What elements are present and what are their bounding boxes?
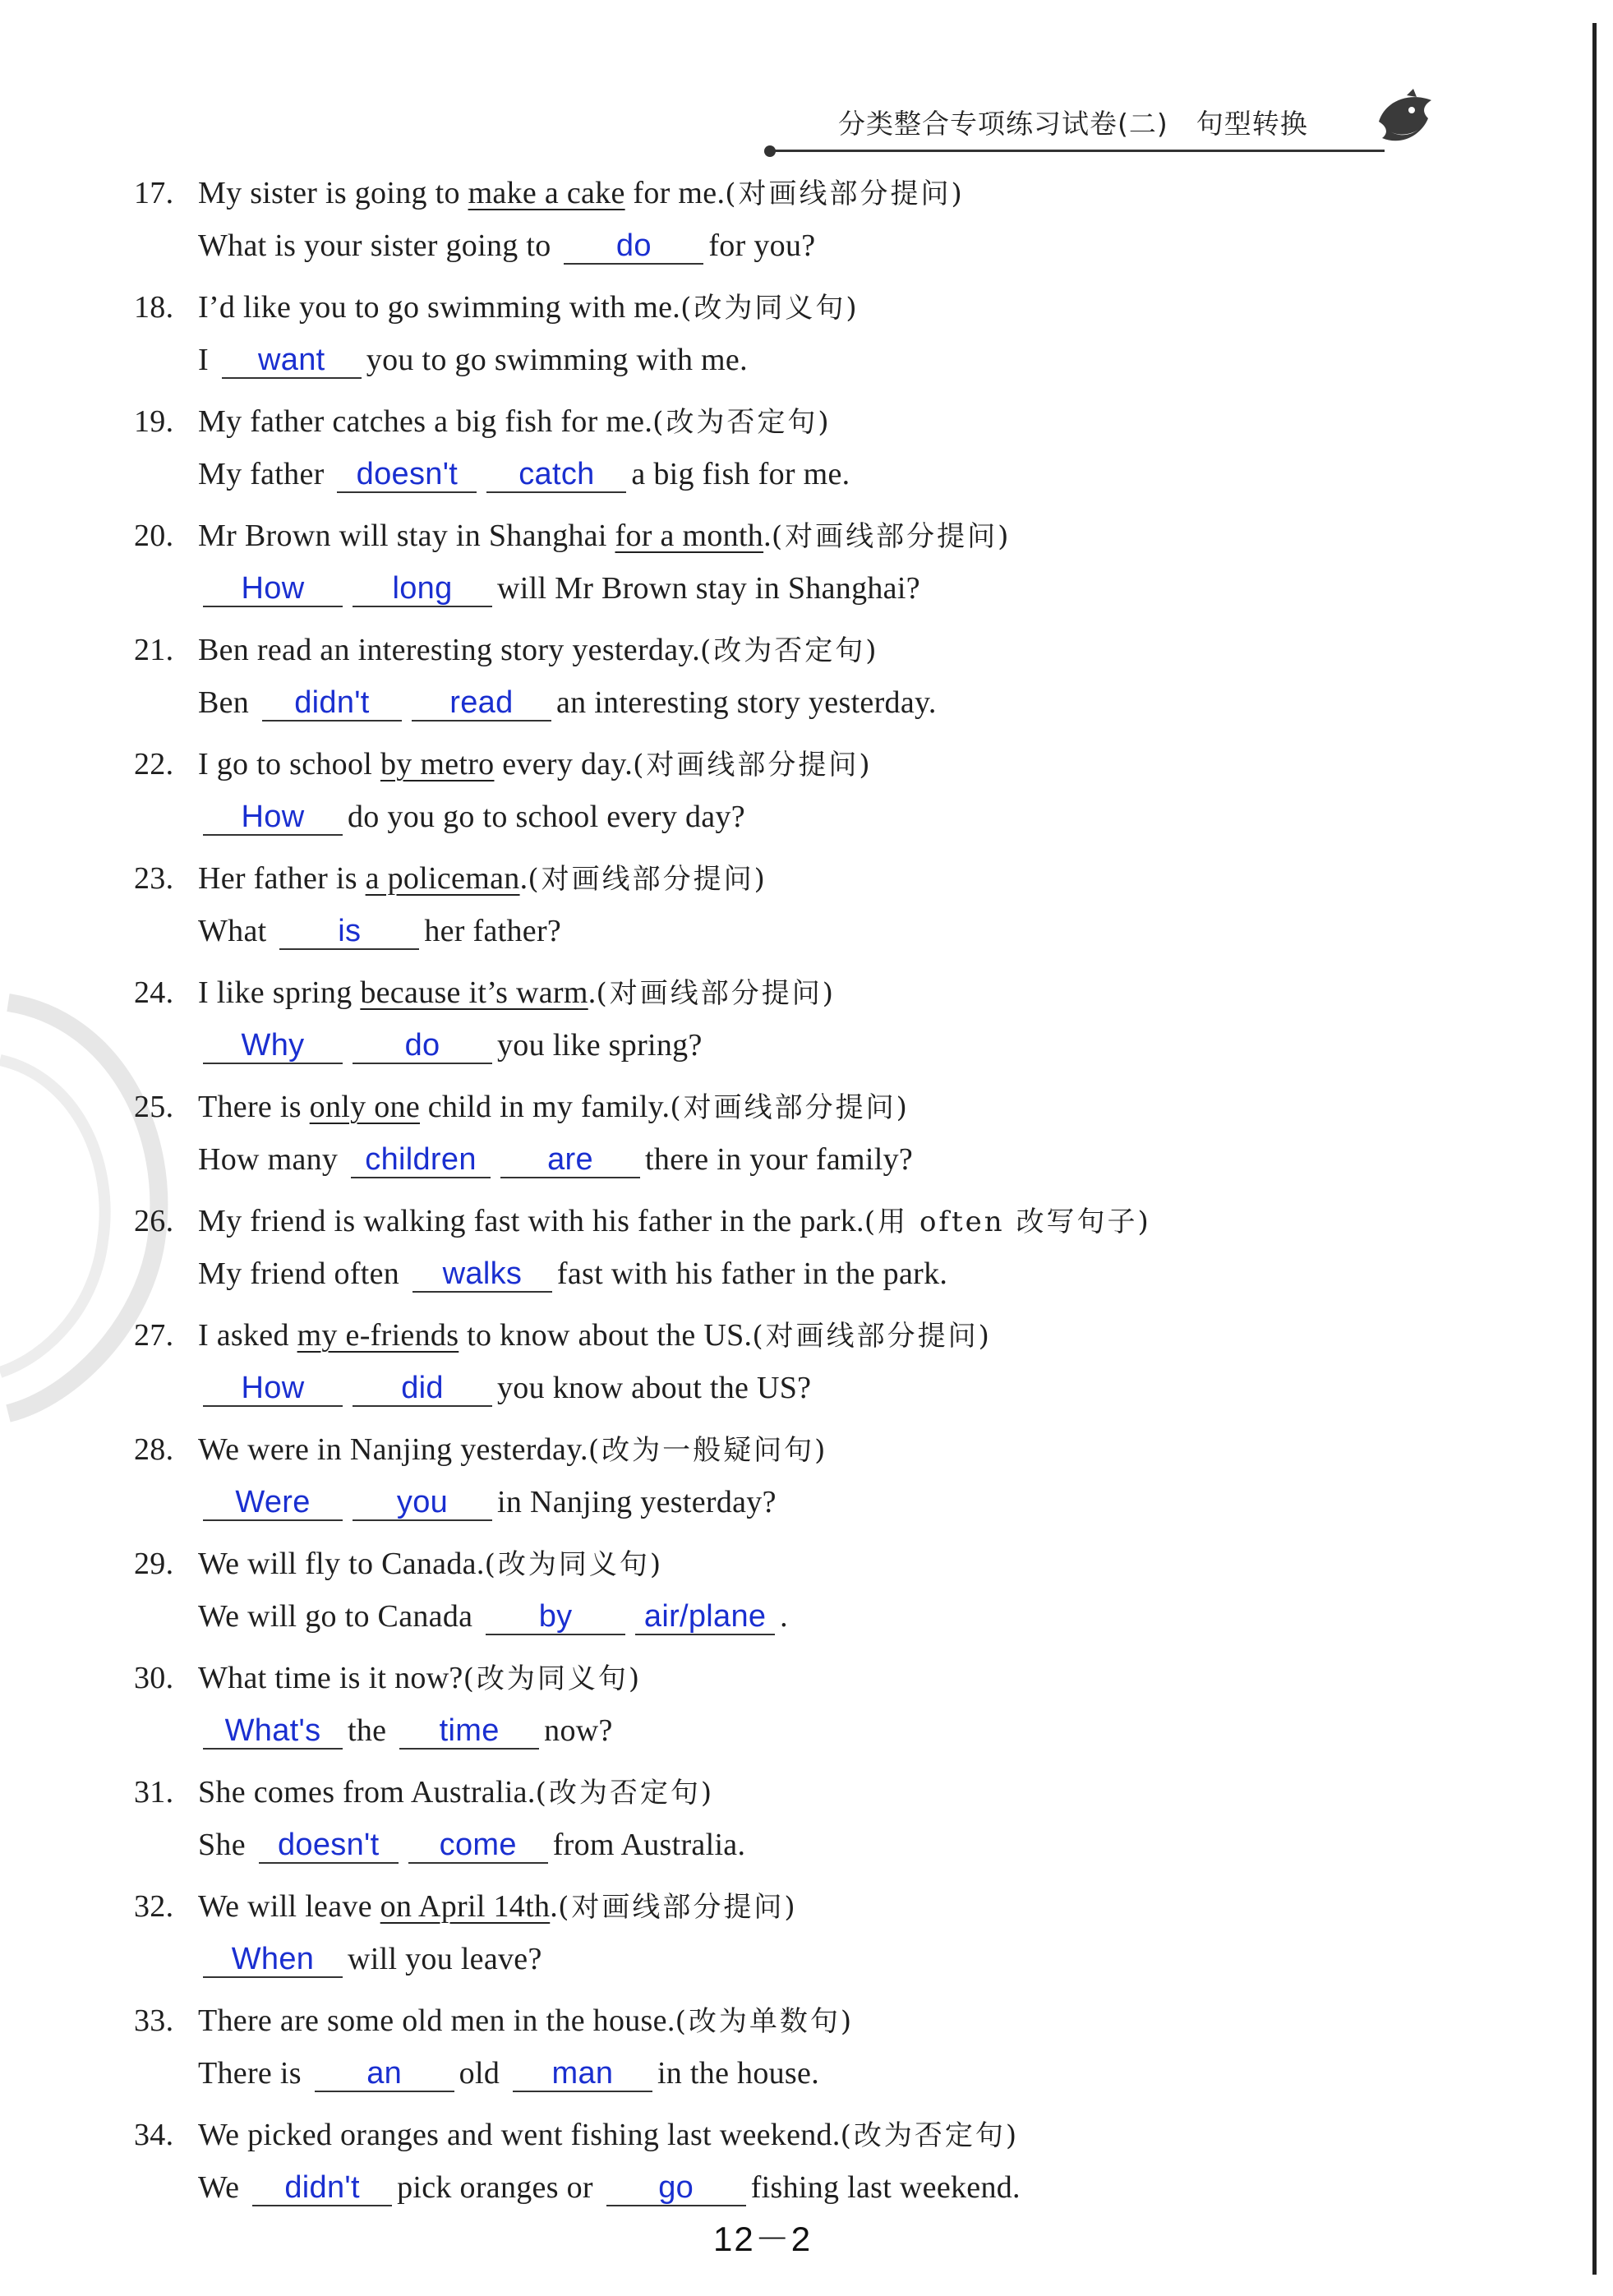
question-number: 17.: [134, 176, 174, 210]
filled-answer: didn't: [294, 685, 370, 720]
answer-line: [198, 1027, 703, 1064]
answer-blank[interactable]: [353, 571, 492, 607]
answer-line: [198, 1370, 811, 1407]
question-text: She comes from Australia.: [198, 1775, 536, 1810]
question-line: [134, 171, 965, 211]
question-line: [134, 628, 879, 668]
question-text: every day.: [494, 747, 634, 781]
answer-text: old: [459, 2056, 500, 2091]
question-text: My sister is going to: [198, 176, 468, 210]
answer-text: will you leave?: [348, 1942, 542, 1976]
underlined-phrase: by metro: [380, 747, 495, 781]
answer-line: [198, 1484, 777, 1521]
answer-blank[interactable]: [259, 1828, 399, 1864]
answer-line: [198, 799, 745, 836]
underlined-phrase: my e-friends: [297, 1318, 459, 1353]
question-text: What time is it now?: [198, 1661, 463, 1695]
question-text: for me.: [624, 176, 726, 210]
answer-blank[interactable]: [486, 457, 626, 493]
answer-text: in the house.: [657, 2056, 819, 2091]
question-item: [0, 850, 1613, 964]
question-item: [0, 164, 1613, 279]
answer-blank[interactable]: [203, 1028, 343, 1064]
filled-answer: children: [365, 1142, 477, 1177]
answer-blank[interactable]: [500, 1142, 640, 1178]
question-item: [0, 1078, 1613, 1192]
answer-blank[interactable]: [606, 2170, 746, 2206]
filled-answer: walks: [442, 1256, 523, 1291]
filled-answer: is: [338, 914, 362, 948]
question-number: 31.: [134, 1775, 174, 1810]
underlined-phrase: because it’s warm: [360, 975, 588, 1010]
question-text: I like spring: [198, 975, 361, 1010]
question-line: [134, 1199, 1151, 1239]
filled-answer: you: [396, 1485, 449, 1519]
filled-answer: How: [241, 571, 305, 606]
answer-line: [198, 342, 748, 379]
answer-text: .: [780, 1599, 788, 1634]
question-text: .: [588, 975, 597, 1010]
answer-line: [198, 456, 850, 493]
question-text: Her father is: [198, 861, 366, 896]
instruction: (用 often 改写句子): [864, 1206, 1151, 1238]
instruction: (改为同义句): [463, 1662, 643, 1695]
filled-answer: What's: [224, 1713, 321, 1748]
question-text: to know about the US.: [459, 1318, 753, 1353]
filled-answer: catch: [518, 457, 595, 491]
question-line: [134, 742, 873, 782]
instruction: (改为否定句): [840, 2119, 1020, 2152]
section-title: 分类整合专项练习试卷(二): [838, 108, 1168, 140]
header-rule: [772, 150, 1385, 152]
question-line: [134, 1085, 910, 1125]
answer-line: [198, 1827, 745, 1864]
answer-text: My father: [198, 457, 325, 491]
answer-text: there in your family?: [645, 1142, 914, 1177]
question-item: [0, 1763, 1613, 1878]
answer-text: fishing last weekend.: [750, 2170, 1021, 2205]
question-text: There are some old men in the house.: [198, 2003, 675, 2038]
answer-text: now?: [544, 1713, 613, 1748]
answer-blank[interactable]: [513, 2056, 652, 2092]
answer-blank[interactable]: [203, 571, 343, 607]
answer-blank[interactable]: [279, 914, 419, 950]
filled-answer: an: [366, 2056, 403, 2091]
answer-line: [198, 1713, 613, 1750]
question-number: 28.: [134, 1432, 174, 1467]
answer-blank[interactable]: [337, 457, 477, 493]
answer-line: [198, 2055, 819, 2092]
filled-answer: doesn't: [277, 1828, 380, 1862]
question-text: I go to school: [198, 747, 380, 781]
question-text: .: [519, 861, 528, 896]
question-line: [134, 1884, 798, 1925]
filled-answer: air/plane: [643, 1599, 767, 1634]
instruction: (对画线部分提问): [771, 520, 1012, 553]
filled-answer: When: [231, 1942, 315, 1976]
answer-blank[interactable]: [203, 1713, 343, 1750]
answer-text: you like spring?: [497, 1028, 703, 1063]
question-number: 33.: [134, 2003, 174, 2038]
filled-answer: doesn't: [356, 457, 459, 491]
answer-blank[interactable]: [399, 1713, 539, 1750]
instruction: (改为同义句): [484, 1548, 664, 1581]
answer-text: pick oranges or: [397, 2170, 593, 2205]
question-text: We were in Nanjing yesterday.: [198, 1432, 588, 1467]
answer-text: a big fish for me.: [631, 457, 850, 491]
filled-answer: How: [241, 800, 305, 834]
question-text: child in my family.: [419, 1090, 671, 1124]
question-text: Ben read an interesting story yesterday.: [198, 633, 701, 667]
filled-answer: do: [404, 1028, 440, 1063]
filled-answer: do: [615, 228, 652, 263]
filled-answer: are: [547, 1142, 593, 1177]
question-item: [0, 621, 1613, 735]
answer-text: What: [198, 914, 267, 948]
filled-answer: go: [658, 2170, 694, 2205]
underlined-phrase: a policeman: [365, 861, 520, 896]
underlined-phrase: only one: [309, 1090, 420, 1124]
header-text: [838, 103, 1308, 141]
answer-text: My friend often: [198, 1256, 400, 1291]
filled-answer: come: [439, 1828, 517, 1862]
question-number: 22.: [134, 747, 174, 781]
filled-answer: Were: [235, 1485, 311, 1519]
question-text: I asked: [198, 1318, 297, 1353]
question-item: [0, 964, 1613, 1078]
underlined-phrase: for a month: [615, 519, 764, 553]
answer-text: from Australia.: [552, 1828, 746, 1862]
question-line: [134, 1656, 642, 1696]
filled-answer: by: [538, 1599, 573, 1634]
question-number: 32.: [134, 1889, 174, 1924]
answer-blank[interactable]: [203, 800, 343, 836]
answer-text: for you?: [708, 228, 816, 263]
answer-text: Ben: [198, 685, 250, 720]
answer-line: [198, 1256, 947, 1293]
question-text: We will leave: [198, 1889, 380, 1924]
question-number: 19.: [134, 404, 174, 439]
question-number: 34.: [134, 2118, 174, 2152]
question-number: 27.: [134, 1318, 174, 1353]
instruction: (改为一般疑问句): [588, 1434, 828, 1467]
instruction: (对画线部分提问): [752, 1320, 992, 1353]
answer-line: [198, 913, 561, 950]
question-text: There is: [198, 1090, 310, 1124]
question-item: [0, 1992, 1613, 2106]
filled-answer: read: [449, 685, 514, 720]
filled-answer: didn't: [284, 2170, 360, 2205]
question-number: 30.: [134, 1661, 174, 1695]
answer-text: I: [198, 343, 209, 377]
answer-text: What is your sister going to: [198, 228, 551, 263]
answer-blank[interactable]: [315, 2056, 454, 2092]
answer-blank[interactable]: [353, 1485, 492, 1521]
filled-answer: did: [401, 1371, 444, 1405]
answer-text: fast with his father in the park.: [556, 1256, 948, 1291]
answer-text: you to go swimming with me.: [366, 343, 748, 377]
question-line: [134, 1999, 854, 2039]
question-number: 20.: [134, 519, 174, 553]
answer-blank[interactable]: [203, 1942, 343, 1978]
answer-blank[interactable]: [222, 343, 362, 379]
question-item: [0, 393, 1613, 507]
underlined-phrase: make a cake: [468, 176, 625, 210]
question-item: [0, 1535, 1613, 1649]
answer-text: We: [198, 2170, 240, 2205]
instruction: (对画线部分提问): [670, 1091, 910, 1124]
answer-text: We will go to Canada: [198, 1599, 473, 1634]
filled-answer: long: [392, 571, 453, 606]
question-item: [0, 1192, 1613, 1307]
answer-blank[interactable]: [353, 1028, 492, 1064]
question-list: [0, 164, 1613, 2220]
answer-line: [198, 1941, 542, 1978]
answer-blank[interactable]: [252, 2170, 392, 2206]
answer-text: will Mr Brown stay in Shanghai?: [497, 571, 920, 606]
instruction: (对画线部分提问): [596, 977, 836, 1010]
filled-answer: want: [258, 343, 325, 377]
question-text: Mr Brown will stay in Shanghai: [198, 519, 615, 553]
instruction: (对画线部分提问): [725, 178, 965, 210]
page-header: [772, 90, 1446, 156]
answer-text: do you go to school every day?: [348, 800, 745, 834]
answer-text: you know about the US?: [497, 1371, 812, 1405]
answer-text: She: [198, 1828, 246, 1862]
question-line: [134, 1770, 714, 1810]
question-text: .: [550, 1889, 559, 1924]
answer-text: an interesting story yesterday.: [555, 685, 937, 720]
question-item: [0, 507, 1613, 621]
question-text: My friend is walking fast with his father in the park.: [198, 1204, 864, 1238]
answer-blank[interactable]: [412, 685, 551, 722]
question-number: 21.: [134, 633, 174, 667]
instruction: (对画线部分提问): [528, 863, 767, 896]
filled-answer: How: [241, 1371, 305, 1405]
question-number: 23.: [134, 861, 174, 896]
answer-text: her father?: [424, 914, 562, 948]
answer-text: in Nanjing yesterday?: [497, 1485, 777, 1519]
question-line: [134, 1313, 992, 1353]
answer-blank[interactable]: [412, 1256, 552, 1293]
question-item: [0, 2106, 1613, 2220]
answer-line: [198, 228, 815, 265]
page-number: 12－2: [713, 2220, 813, 2258]
filled-answer: time: [439, 1713, 500, 1748]
question-text: I’d like you to go swimming with me.: [198, 290, 681, 325]
answer-line: [198, 1141, 913, 1178]
answer-text: How many: [198, 1142, 339, 1177]
question-item: [0, 1307, 1613, 1421]
question-number: 24.: [134, 975, 174, 1010]
instruction: (改为否定句): [700, 634, 879, 667]
instruction: (改为单数句): [675, 2005, 855, 2038]
shark-logo-icon: [1374, 89, 1440, 150]
answer-blank[interactable]: [262, 685, 402, 722]
question-text: My father catches a big fish for me.: [198, 404, 653, 439]
answer-line: [198, 570, 920, 607]
answer-blank[interactable]: [203, 1485, 343, 1521]
answer-blank[interactable]: [408, 1828, 548, 1864]
question-line: [134, 1542, 663, 1582]
answer-blank[interactable]: [564, 228, 703, 265]
filled-answer: man: [551, 2056, 614, 2091]
answer-blank[interactable]: [351, 1142, 491, 1178]
question-number: 26.: [134, 1204, 174, 1238]
instruction: (对画线部分提问): [633, 749, 873, 781]
filled-answer: Why: [241, 1028, 305, 1063]
question-item: [0, 1421, 1613, 1535]
instruction: (对画线部分提问): [558, 1891, 798, 1924]
question-number: 18.: [134, 290, 174, 325]
question-item: [0, 735, 1613, 850]
instruction: (改为否定句): [652, 406, 832, 439]
question-line: [134, 399, 832, 440]
instruction: (改为否定句): [535, 1777, 715, 1810]
answer-blank[interactable]: [635, 1599, 775, 1635]
question-item: [0, 1649, 1613, 1763]
answer-line: [198, 1598, 788, 1635]
underlined-phrase: on April 14th: [380, 1889, 551, 1924]
question-line: [134, 970, 836, 1011]
question-line: [134, 285, 859, 325]
answer-text: There is: [198, 2056, 302, 2091]
question-number: 29.: [134, 1547, 174, 1581]
answer-text: the: [348, 1713, 387, 1748]
question-line: [134, 514, 1011, 554]
answer-line: [198, 685, 937, 722]
question-item: [0, 279, 1613, 393]
answer-line: [198, 2169, 1021, 2206]
answer-blank[interactable]: [486, 1599, 625, 1635]
topic-title: 句型转换: [1196, 108, 1308, 140]
question-text: .: [763, 519, 772, 553]
answer-blank[interactable]: [203, 1371, 343, 1407]
question-number: 25.: [134, 1090, 174, 1124]
question-line: [134, 1427, 827, 1468]
question-line: [134, 2113, 1019, 2153]
question-item: [0, 1878, 1613, 1992]
question-text: We picked oranges and went fishing last weekend.: [198, 2118, 841, 2152]
question-line: [134, 856, 767, 897]
question-text: We will fly to Canada.: [198, 1547, 485, 1581]
instruction: (改为同义句): [680, 292, 859, 325]
answer-blank[interactable]: [353, 1371, 492, 1407]
